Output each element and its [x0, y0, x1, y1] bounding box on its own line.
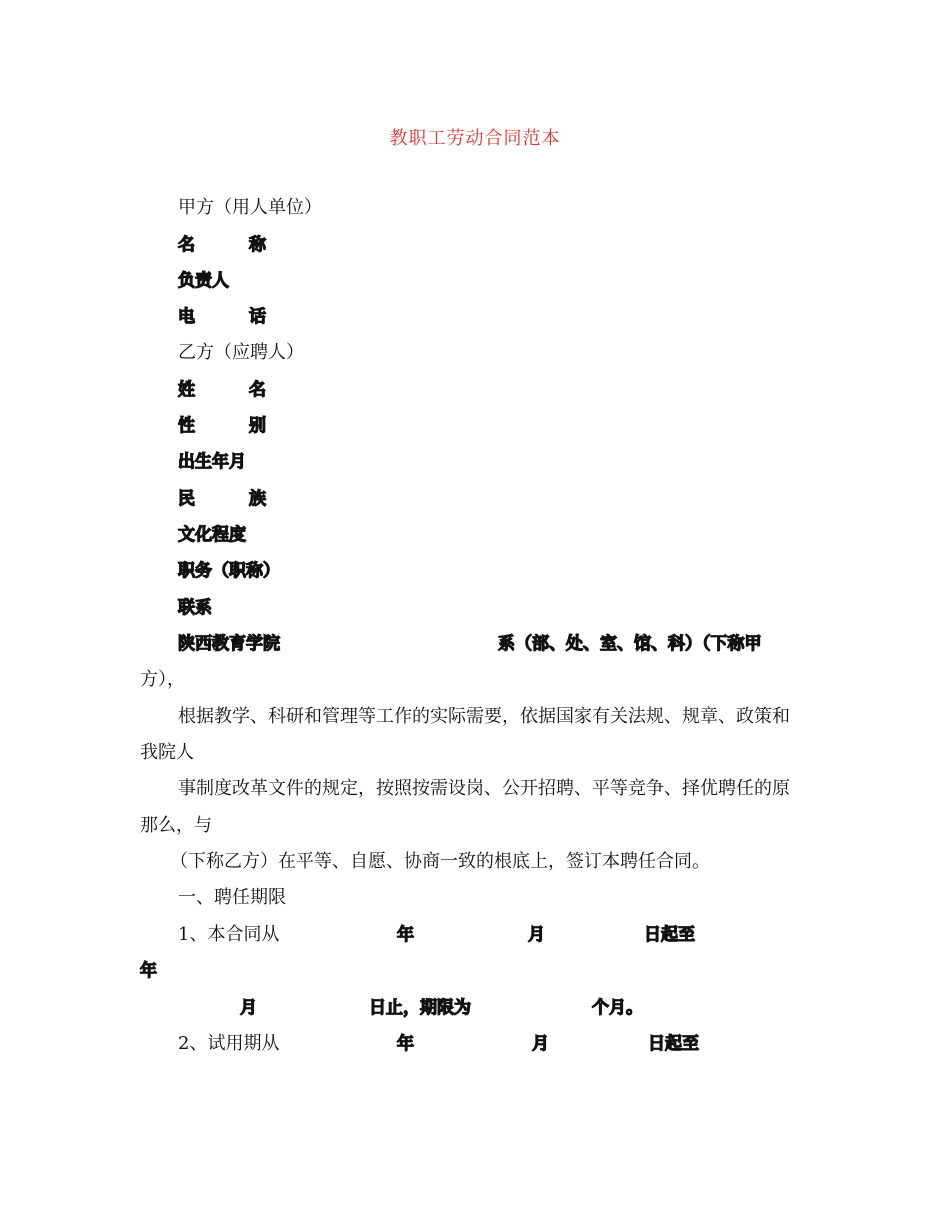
- paragraph-2-a: 事制度改革文件的规定，按照按需设岗、公开招聘、平等竞争、择优聘任的原: [178, 778, 790, 799]
- document-title: 教职工劳动合同范本: [389, 128, 561, 149]
- item-2-year: 年: [397, 1034, 414, 1054]
- paragraph-2-b: 那么，与: [140, 815, 212, 836]
- party-b-position-label: 职务（职称）: [178, 561, 280, 581]
- party-b-name-right: 名: [249, 380, 266, 400]
- party-a-leader-label: 负责人: [178, 271, 229, 291]
- party-b-ethnic-label: [178, 487, 266, 511]
- party-b-contact-label: 联系: [178, 598, 212, 618]
- item-1-unit: 个月。: [592, 998, 643, 1018]
- party-b-gender-label: [178, 414, 266, 438]
- party-b-ethnic-right: 族: [249, 489, 266, 509]
- party-b-name-left: 姓: [178, 380, 195, 400]
- item-1-year: 年: [397, 925, 414, 945]
- party-b-education-label: 文化程度: [178, 525, 246, 545]
- party-a-phone-left: 电: [178, 307, 195, 327]
- department-line: 系（部、处、室、馆、科）（下称甲: [498, 634, 762, 654]
- school-name: 陕西教育学院: [178, 634, 280, 654]
- paragraph-1-a: 根据教学、科研和管理等工作的实际需要，依据国家有关法规、规章、政策和: [178, 706, 790, 727]
- section-1-heading: 一、聘任期限: [178, 887, 286, 908]
- party-a-name-label: [178, 233, 266, 257]
- party-b-name-label: [178, 378, 266, 402]
- party-b-heading: 乙方（应聘人）: [178, 342, 304, 363]
- party-b-gender-right: 别: [249, 416, 266, 436]
- department-line-cont: 方），: [140, 669, 185, 690]
- item-1-year-2: 年: [140, 961, 157, 981]
- party-a-phone-label: [178, 305, 266, 329]
- party-b-ethnic-left: 民: [178, 489, 195, 509]
- item-1-prefix: 1、本合同从: [178, 924, 280, 945]
- party-b-birth-label: 出生年月: [178, 452, 246, 472]
- item-2-month: 月: [532, 1034, 549, 1054]
- paragraph-3: （下称乙方）在平等、自愿、协商一致的根底上，签订本聘任合同。: [170, 851, 710, 872]
- paragraph-1-b: 我院人: [140, 742, 194, 763]
- item-1-month-2: 月: [240, 998, 257, 1018]
- item-1-end: 日止，期限为: [369, 998, 471, 1018]
- item-1-day: 日起至: [644, 925, 695, 945]
- party-a-heading: 甲方（用人单位）: [178, 197, 322, 218]
- item-1-month: 月: [528, 925, 545, 945]
- item-2-day: 日起至: [648, 1034, 699, 1054]
- party-b-gender-left: 性: [178, 416, 195, 436]
- party-a-name-right: 称: [249, 235, 266, 255]
- item-2-prefix: 2、试用期从: [178, 1033, 280, 1054]
- party-a-name-left: 名: [178, 235, 195, 255]
- party-a-phone-right: 话: [249, 307, 266, 327]
